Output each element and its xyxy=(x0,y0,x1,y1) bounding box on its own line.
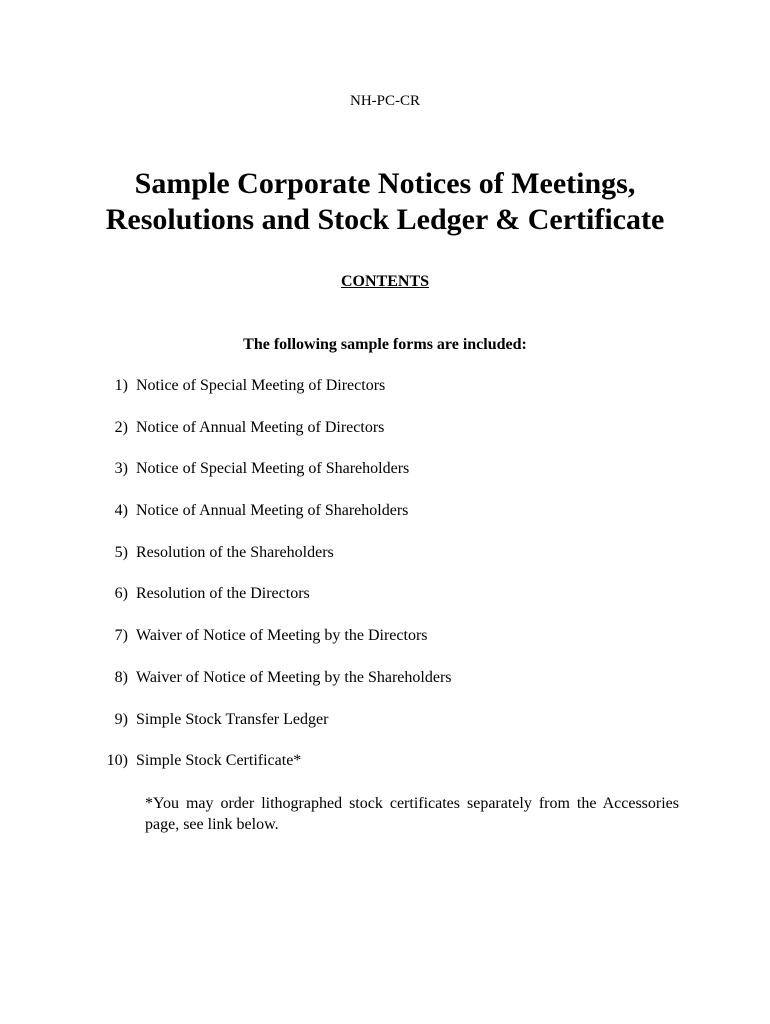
item-label: Notice of Special Meeting of Shareholders xyxy=(136,460,410,478)
contents-heading: CONTENTS xyxy=(340,273,430,290)
item-number: 2) xyxy=(114,418,128,436)
list-item xyxy=(0,584,770,626)
item-label: Waiver of Notice of Meeting by the Shareholders xyxy=(136,668,452,686)
document-title xyxy=(60,166,710,238)
item-label: Notice of Special Meeting of Directors xyxy=(136,377,386,394)
list-item xyxy=(0,626,770,668)
list-item xyxy=(0,376,770,418)
intro-text: The following sample forms are included: xyxy=(243,336,527,353)
item-label: Resolution of the Shareholders xyxy=(136,543,334,561)
item-number: 3) xyxy=(114,460,128,478)
list-item xyxy=(0,668,770,710)
item-number: 8) xyxy=(114,668,128,686)
item-number: 5) xyxy=(114,543,128,561)
document-code: NH-PC-CR xyxy=(349,93,420,109)
item-number: 4) xyxy=(114,502,128,520)
item-label: Simple Stock Transfer Ledger xyxy=(136,710,329,728)
contents-list xyxy=(0,376,770,793)
item-label: Notice of Annual Meeting of Directors xyxy=(136,418,385,436)
item-label: Simple Stock Certificate* xyxy=(136,752,302,770)
list-item xyxy=(0,751,770,793)
item-number: 1) xyxy=(114,377,128,394)
footnote: *You may order lithographed stock certificates separately from the Accessories page, see link below. xyxy=(145,795,679,833)
list-item xyxy=(0,710,770,752)
list-item xyxy=(0,459,770,501)
item-label: Resolution of the Directors xyxy=(136,585,310,603)
title-line-1: Sample Corporate Notices of Meetings, xyxy=(134,167,636,200)
item-label: Notice of Annual Meeting of Shareholders xyxy=(136,502,409,520)
list-item xyxy=(0,501,770,543)
item-number: 9) xyxy=(114,710,128,728)
title-line-2: Resolutions and Stock Ledger & Certificate xyxy=(105,203,665,236)
item-label: Waiver of Notice of Meeting by the Directors xyxy=(136,627,428,645)
item-number: 6) xyxy=(114,585,128,603)
list-item xyxy=(0,418,770,460)
list-item xyxy=(0,543,770,585)
item-number: 7) xyxy=(114,627,128,645)
item-number: 10) xyxy=(106,752,128,770)
